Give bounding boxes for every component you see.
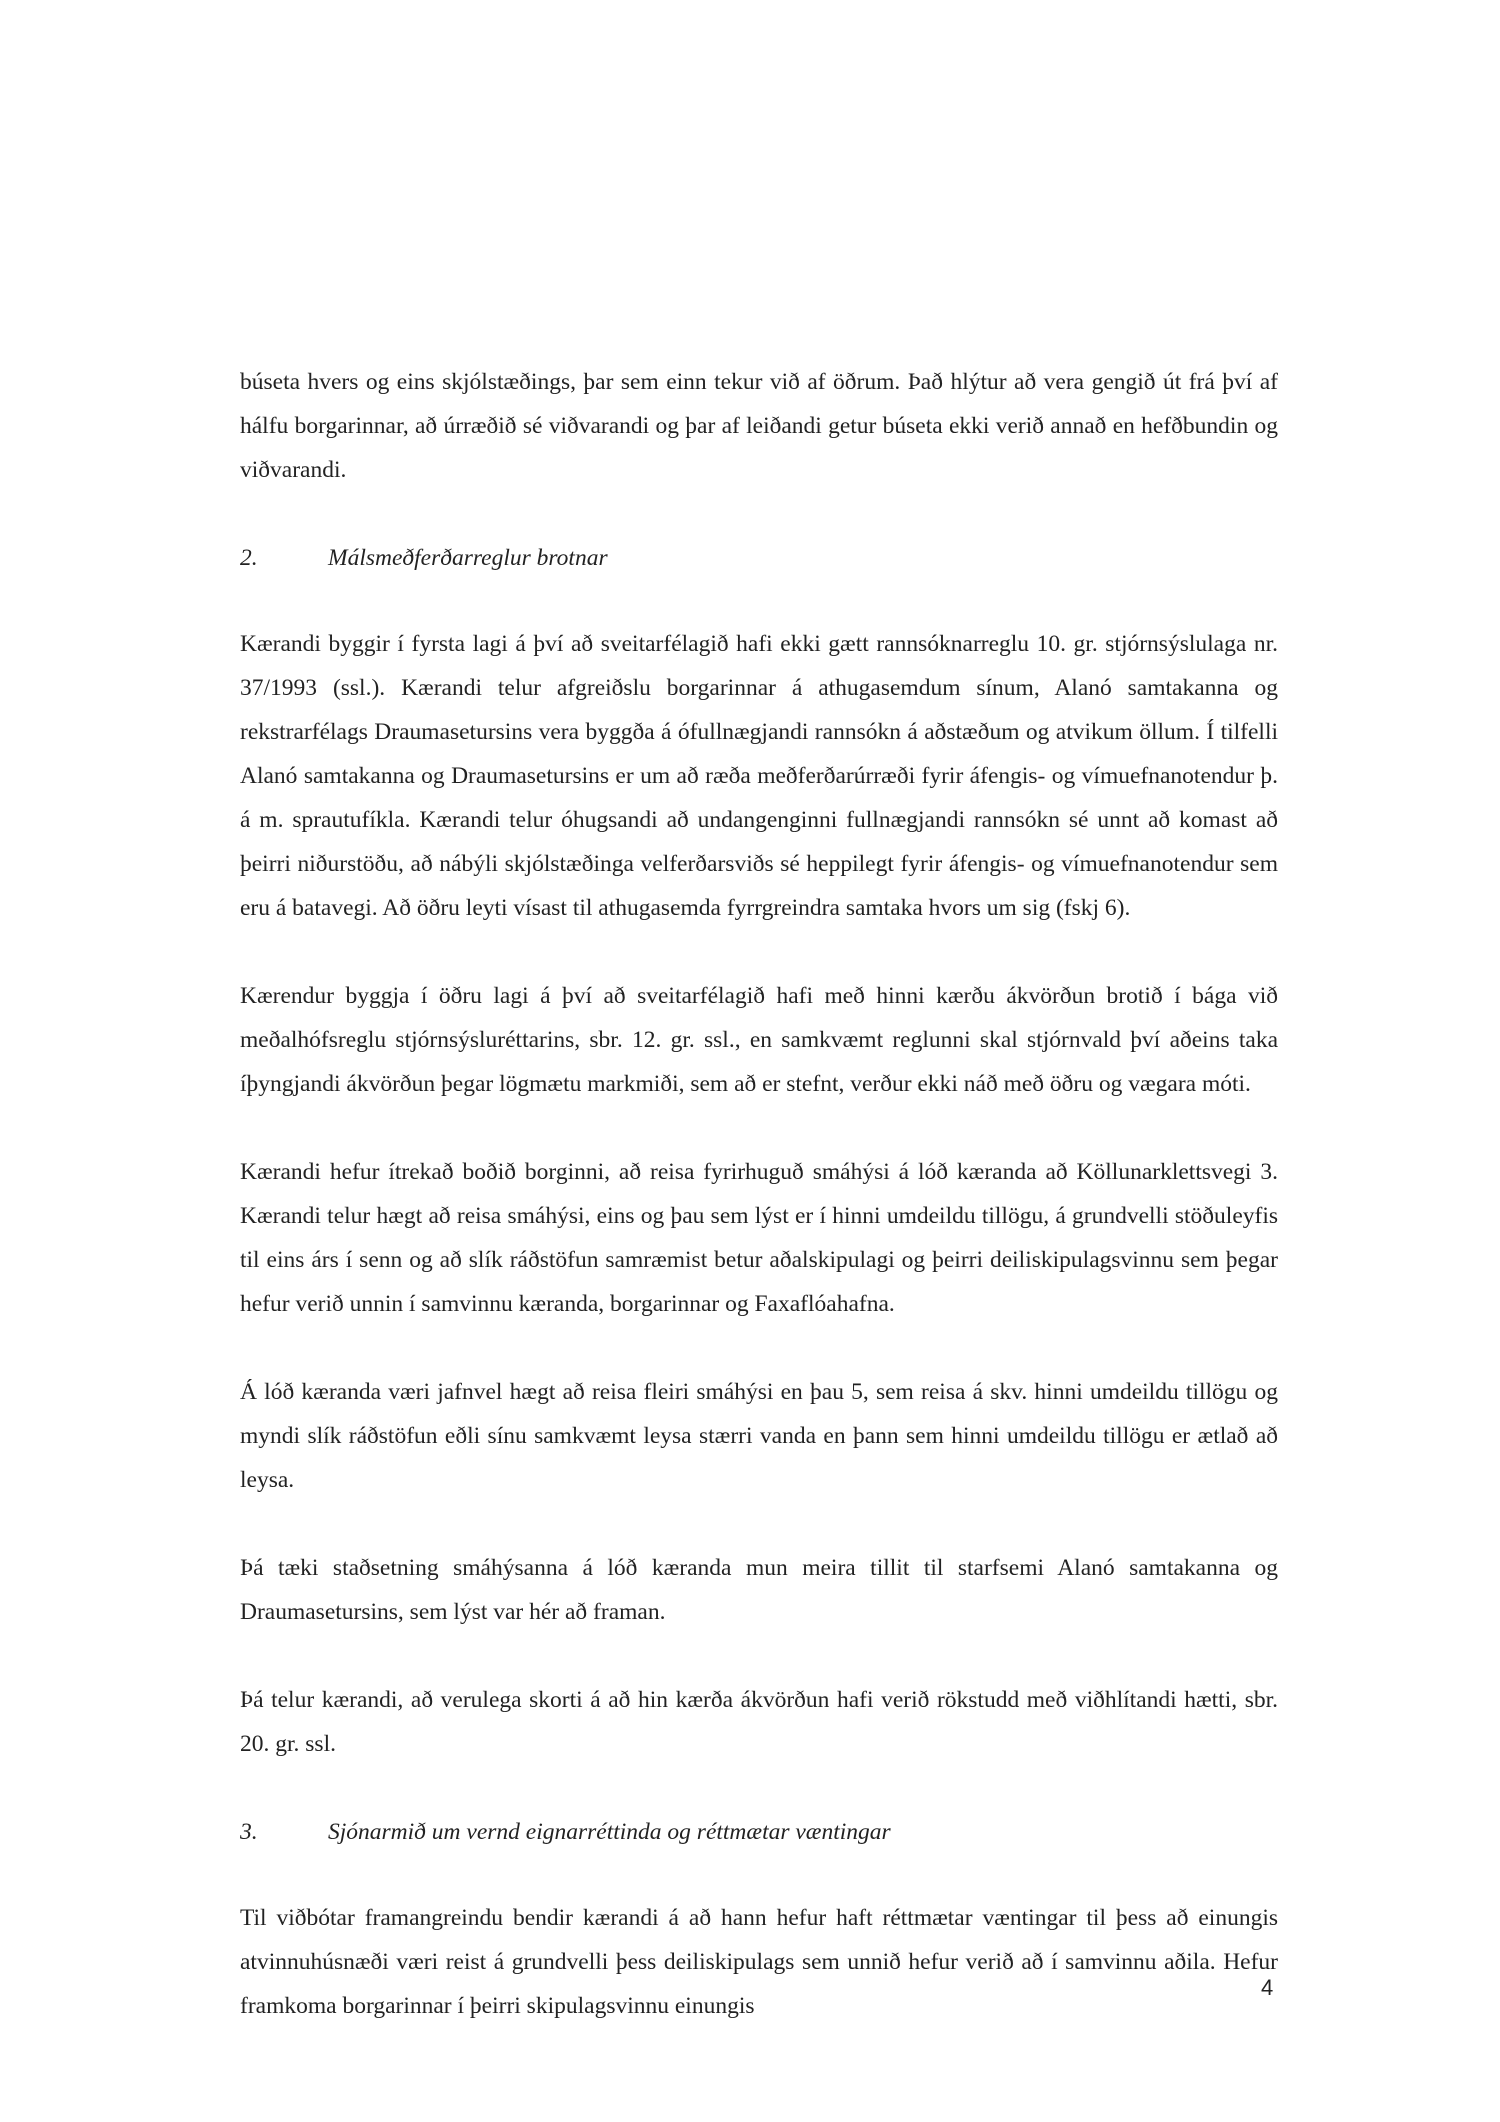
paragraph-fleiri-smahysi: Á lóð kæranda væri jafnvel hægt að reisa fleiri smáhýsi en þau 5, sem reisa á skv. hinni umdeildu tillögu og myndi slík ráðstöfun eðli sínu samkvæmt leysa stærri vanda en þann sem hinni umdeildu tillögu er ætlað að leysa.: [240, 1379, 1278, 1493]
paragraph-stadsetning: Þá tæki staðsetning smáhýsanna á lóð kæranda mun meira tillit til starfsemi Alanó samtakanna og Draumasetursins, sem lýst var hér að framan.: [240, 1555, 1278, 1625]
text-column: [240, 360, 1278, 2072]
paragraph-continuation: búseta hvers og eins skjólstæðings, þar sem einn tekur við af öðrum. Það hlýtur að vera gengið út frá því af hálfu borgarinnar, að úrræðið sé viðvarandi og þar af leiðandi getur búseta ekki verið annað en hefðbundin og viðvarandi.: [240, 369, 1278, 483]
section-heading-3: [240, 1810, 1278, 1854]
paragraph-rokstudningur: Þá telur kærandi, að verulega skorti á að hin kærða ákvörðun hafi verið rökstudd með viðhlítandi hætti, sbr. 20. gr. ssl.: [240, 1687, 1278, 1757]
paragraph-medalhofsregla: Kærendur byggja í öðru lagi á því að sveitarfélagið hafi með hinni kærðu ákvörðun brotið í bága við meðalhófsreglu stjórnsýsluréttarins, sbr. 12. gr. ssl., en samkvæmt reglunni skal stjórnvald því aðeins taka íþyngjandi ákvörðun þegar lögmætu markmiði, sem að er stefnt, verður ekki náð með öðru og vægara móti.: [240, 983, 1278, 1097]
section-title: Málsmeðferðarreglur brotnar: [328, 545, 608, 571]
paragraph-smahysi-offer: Kærandi hefur ítrekað boðið borginni, að reisa fyrirhuguð smáhýsi á lóð kæranda að Köllunarklettsvegi 3. Kærandi telur hægt að reisa smáhýsi, eins og þau sem lýst er í hinni umdeildu tillögu, á grundvelli stöðuleyfis til eins árs í senn og að slík ráðstöfun samræmist betur aðalskipulagi og þeirri deiliskipulagsvinnu sem þegar hefur verið unnin í samvinnu kæranda, borgarinnar og Faxaflóahafna.: [240, 1159, 1278, 1317]
paragraph-rannsoknarregla: Kærandi byggir í fyrsta lagi á því að sveitarfélagið hafi ekki gætt rannsóknarreglu 10. gr. stjórnsýslulaga nr. 37/1993 (ssl.). Kærandi telur afgreiðslu borgarinnar á athugasemdum sínum, Alanó samtakanna og rekstrarfélags Draumasetursins vera byggða á ófullnægjandi rannsókn á aðstæðum og atvikum öllum. Í tilfelli Alanó samtakanna og Draumasetursins er um að ræða meðferðarúrræði fyrir áfengis- og vímuefnanotendur þ. á m. sprautufíkla. Kærandi telur óhugsandi að undangenginni fullnægjandi rannsókn sé unnt að komast að þeirri niðurstöðu, að nábýli skjólstæðinga velferðarsviðs sé heppilegt fyrir áfengis- og vímuefnanotendur sem eru á batavegi. Að öðru leyti vísast til athugasemda fyrrgreindra samtaka hvors um sig (fskj 6).: [240, 631, 1278, 921]
section-number: 2.: [240, 545, 258, 571]
paragraph-rettmaetar-vaentingar: Til viðbótar framangreindu bendir kærandi á að hann hefur haft réttmætar væntingar til þess að einungis atvinnuhúsnæði væri reist á grundvelli þess deiliskipulags sem unnið hefur verið að í samvinnu aðila. Hefur framkoma borgarinnar í þeirri skipulagsvinnu einungis: [240, 1905, 1278, 2019]
page-number: 4: [1261, 1975, 1274, 2000]
section-number: 3.: [240, 1819, 258, 1845]
section-heading-2: [240, 536, 1278, 580]
section-title: Sjónarmið um vernd eignarréttinda og réttmætar væntingar: [328, 1819, 891, 1845]
